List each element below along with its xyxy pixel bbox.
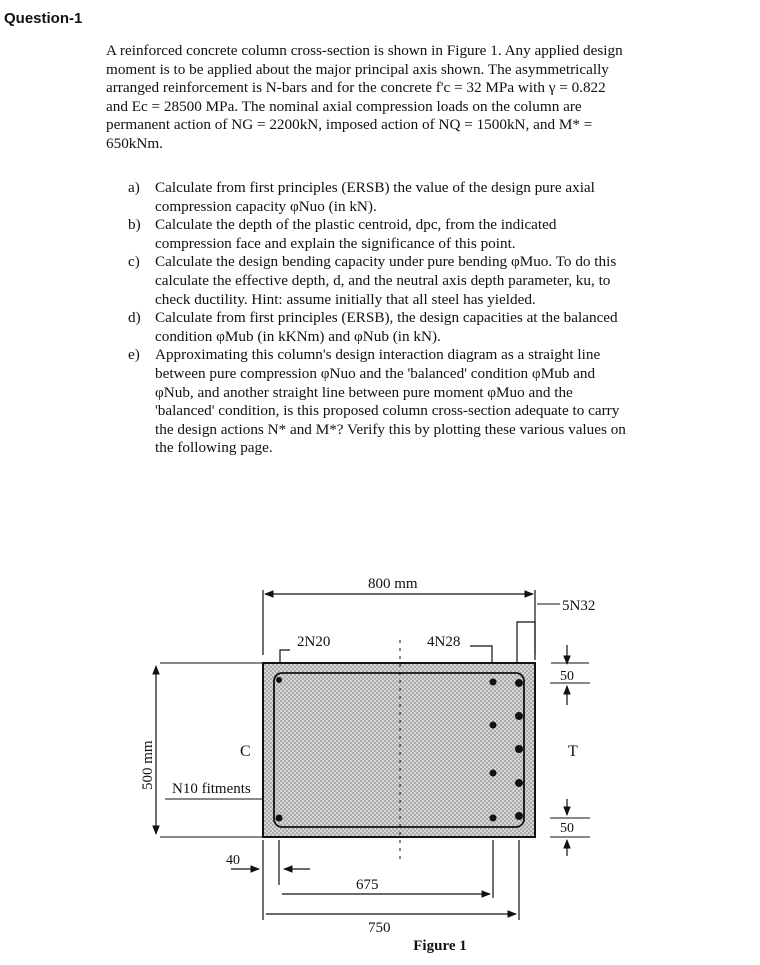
part-label: c) (128, 253, 140, 271)
part-line: the design actions N* and M*? Verify this by plotting these various values on (155, 420, 626, 438)
part-label: b) (128, 216, 141, 234)
fitments-label: N10 fitments (172, 781, 251, 797)
part-label: d) (128, 309, 141, 327)
tension-face-label: T (568, 743, 578, 760)
intro-line: A reinforced concrete column cross-section is shown in Figure 1. Any applied design (106, 42, 623, 59)
intro-line: 650kNm. (106, 134, 163, 152)
bar-n32 (515, 779, 523, 787)
part-line: calculate the effective depth, d, and the neutral axis depth parameter, ku, to (155, 271, 611, 289)
bar-n28 (490, 722, 497, 729)
intro-line: moment is to be applied about the major principal axis shown. The asymmetrically (106, 60, 609, 78)
part-line: Calculate from first principles (ERSB) the value of the design pure axial (155, 179, 595, 196)
part-a (128, 179, 728, 216)
part-line: Calculate from first principles (ERSB), the design capacities at the balanced (155, 309, 618, 327)
dim-40-label: 40 (226, 853, 240, 868)
bar-n20 (276, 677, 282, 683)
part-b (128, 216, 728, 253)
column-section-figure (0, 560, 760, 940)
dim-500-label: 500 mm (140, 740, 156, 790)
part-e (128, 346, 728, 458)
bars-2n20-label: 2N20 (297, 634, 331, 650)
part-line: φNub, and another straight line between pure moment φMuo and the (155, 383, 573, 401)
compression-face-label: C (240, 743, 251, 760)
part-label: e) (128, 346, 140, 364)
part-line: 'balanced' condition, is this proposed column cross-section adequate to carry (155, 402, 620, 420)
cover-top-label: 50 (560, 669, 574, 684)
bar-n32 (515, 812, 523, 820)
bar-n28 (490, 770, 497, 777)
part-line: check ductility. Hint: assume initially that all steel has yielded. (155, 290, 536, 308)
dim-750-label: 750 (368, 920, 391, 936)
part-line: condition φMub (in kKNm) and φNub (in kN). (155, 327, 441, 345)
dim-675-label: 675 (356, 877, 379, 893)
question-heading: Question-1 (4, 10, 83, 27)
bar-n28 (490, 679, 497, 686)
part-line: the following page. (155, 439, 273, 457)
part-d (128, 309, 728, 346)
cover-bottom-label: 50 (560, 821, 574, 836)
part-line: Approximating this column's design interaction diagram as a straight line (155, 346, 601, 364)
part-line: between pure compression φNuo and the 'balanced' condition φMub and (155, 364, 596, 382)
bar-n32 (515, 679, 523, 687)
bar-n32 (515, 745, 523, 753)
bar-n32 (515, 712, 523, 720)
question-intro (106, 42, 706, 154)
intro-line: and Ec = 28500 MPa. The nominal axial compression loads on the column are (106, 97, 582, 115)
dim-800-label: 800 mm (368, 576, 418, 592)
bar-n20 (276, 815, 283, 822)
intro-line: permanent action of NG = 2200kN, imposed action of NQ = 1500kN, and M* = (106, 116, 593, 134)
bar-n28 (490, 815, 497, 822)
question-parts (128, 179, 728, 458)
part-c (128, 253, 728, 309)
concrete-section (263, 663, 535, 837)
bars-5n32-label: 5N32 (562, 598, 596, 614)
intro-line: arranged reinforcement is N-bars and for the concrete f'c = 32 MPa with γ = 0.822 (106, 79, 606, 97)
part-line: Calculate the design bending capacity under pure bending φMuo. To do this (155, 253, 617, 271)
figure-caption: Figure 1 (413, 938, 467, 954)
part-line: Calculate the depth of the plastic centroid, dpc, from the indicated (155, 216, 557, 234)
bars-4n28-label: 4N28 (427, 634, 461, 650)
part-line: compression face and explain the significance of this point. (155, 234, 516, 252)
part-label: a) (128, 179, 140, 196)
part-line: compression capacity φNuo (in kN). (155, 197, 377, 215)
